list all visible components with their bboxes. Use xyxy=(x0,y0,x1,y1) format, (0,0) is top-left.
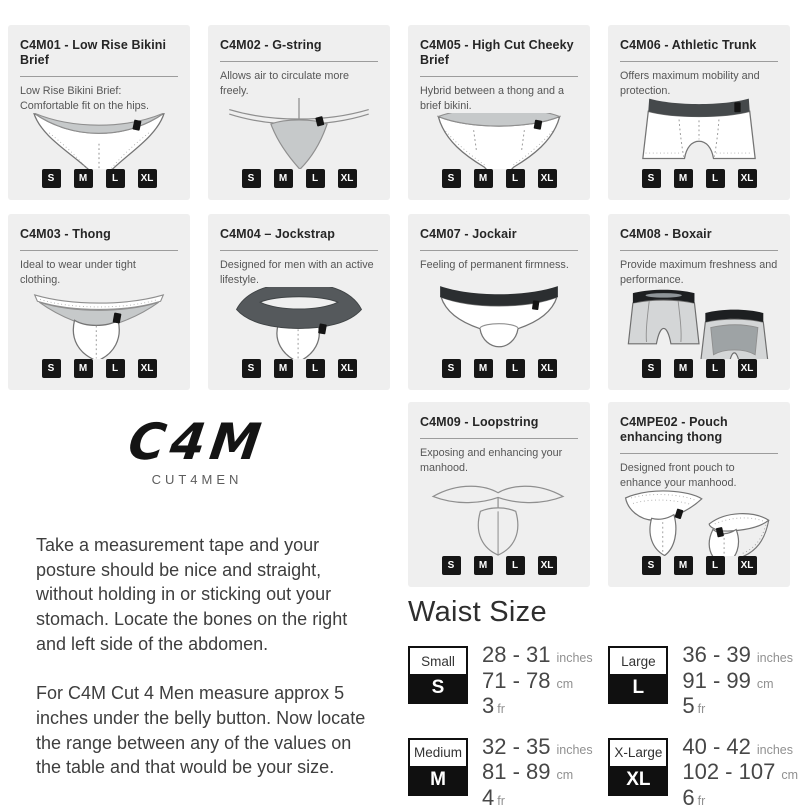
product-card-c4m03 xyxy=(8,214,190,390)
size-values xyxy=(482,644,593,721)
size-values xyxy=(682,736,798,812)
product-card-c4m01 xyxy=(8,25,190,200)
product-card-c4m02 xyxy=(208,25,390,200)
fr-unit: fr xyxy=(497,702,505,716)
size-badge-xl: XL xyxy=(338,169,357,188)
product-card-c4m04 xyxy=(208,214,390,390)
cm-range: 91 - 99 xyxy=(682,668,751,693)
size-letter: L xyxy=(610,674,666,702)
size-badge-xl: XL xyxy=(538,359,557,378)
instruction-paragraph-1: Take a measurement tape and your posture should be nice and straight, without holding in or sticking out your stomach. Locate the bones on the right and left side of the abdomen. xyxy=(36,533,368,656)
size-badge-l: L xyxy=(506,556,525,575)
size-badge-l: L xyxy=(706,359,725,378)
inches-unit: inches xyxy=(757,651,793,665)
size-badge-l: L xyxy=(306,169,325,188)
divider xyxy=(620,453,778,454)
inches-unit: inches xyxy=(557,651,593,665)
inches-range: 36 - 39 xyxy=(682,642,751,667)
size-badge-l: L xyxy=(506,359,525,378)
cm-range: 71 - 78 xyxy=(482,668,551,693)
low-rise-bikini-brief-illustration xyxy=(20,113,178,169)
cm-unit: cm xyxy=(557,677,574,691)
size-badge-s: S xyxy=(242,359,261,378)
size-box-medium xyxy=(408,738,468,796)
size-badge-l: L xyxy=(306,359,325,378)
fr-size: 4 xyxy=(482,785,494,810)
product-description: Ideal to wear under tight clothing. xyxy=(20,258,178,287)
product-description: Low Rise Bikini Brief: Comfortable fit on the hips. xyxy=(20,84,178,113)
size-badge-l: L xyxy=(706,556,725,575)
product-title: C4M05 - High Cut Cheeky Brief xyxy=(420,38,578,68)
size-badge-s: S xyxy=(442,359,461,378)
size-badge-xl: XL xyxy=(738,359,757,378)
fr-unit: fr xyxy=(698,794,706,808)
divider xyxy=(220,61,378,62)
size-name: Medium xyxy=(410,740,466,766)
product-title: C4M06 - Athletic Trunk xyxy=(620,38,778,53)
product-description: Designed for men with an active lifestyle. xyxy=(220,258,378,287)
size-badge-s: S xyxy=(42,169,61,188)
size-badge-m: M xyxy=(674,359,693,378)
product-title: C4M04 – Jockstrap xyxy=(220,227,378,242)
size-letter: XL xyxy=(610,766,666,794)
size-values xyxy=(482,736,593,812)
fr-unit: fr xyxy=(698,702,706,716)
size-badges xyxy=(220,359,378,378)
size-badge-m: M xyxy=(274,359,293,378)
size-badge-xl: XL xyxy=(538,556,557,575)
size-badge-xl: XL xyxy=(738,169,757,188)
size-badge-m: M xyxy=(474,556,493,575)
size-name: Small xyxy=(410,648,466,674)
size-badges xyxy=(620,556,778,575)
cm-unit: cm xyxy=(757,677,774,691)
fr-size: 6 xyxy=(682,785,694,810)
inches-unit: inches xyxy=(557,743,593,757)
product-description: Feeling of permanent firmness. xyxy=(420,258,578,273)
divider xyxy=(20,250,178,251)
size-name: X-Large xyxy=(610,740,666,766)
product-card-c4m06 xyxy=(608,25,790,200)
size-badge-m: M xyxy=(674,556,693,575)
product-description: Offers maximum mobility and protection. xyxy=(620,69,778,98)
size-badge-m: M xyxy=(474,169,493,188)
waist-row-medium xyxy=(408,738,594,812)
waist-row-large xyxy=(608,646,798,721)
cm-unit: cm xyxy=(781,768,798,782)
jockair-illustration xyxy=(420,273,578,359)
waist-size-title: Waist Size xyxy=(408,596,798,629)
size-badge-s: S xyxy=(42,359,61,378)
size-badge-s: S xyxy=(442,556,461,575)
size-box-large xyxy=(608,646,668,704)
fr-size: 5 xyxy=(682,693,694,718)
product-title: C4M01 - Low Rise Bikini Brief xyxy=(20,38,178,68)
inches-range: 28 - 31 xyxy=(482,642,551,667)
waist-size-section xyxy=(408,596,798,812)
size-badges xyxy=(420,359,578,378)
product-title: C4M09 - Loopstring xyxy=(420,415,578,430)
size-badge-m: M xyxy=(474,359,493,378)
size-badges xyxy=(420,556,578,575)
size-name: Large xyxy=(610,648,666,674)
waist-row-small xyxy=(408,646,594,721)
size-badge-xl: XL xyxy=(738,556,757,575)
size-badge-xl: XL xyxy=(138,359,157,378)
pouch-enhancing-thong-illustration xyxy=(620,490,778,556)
product-card-c4m09 xyxy=(408,402,590,587)
size-badge-xl: XL xyxy=(338,359,357,378)
size-badge-xl: XL xyxy=(138,169,157,188)
athletic-trunk-illustration xyxy=(620,98,778,169)
product-description: Provide maximum freshness and performance. xyxy=(620,258,778,287)
thong-illustration xyxy=(20,287,178,359)
cm-range: 81 - 89 xyxy=(482,759,551,784)
size-badges xyxy=(20,169,178,188)
product-description: Hybrid between a thong and a brief bikini. xyxy=(420,84,578,113)
product-description: Designed front pouch to enhance your manhood. xyxy=(620,461,778,490)
c4m-wordmark: C4M xyxy=(48,416,345,469)
product-description: Allows air to circulate more freely. xyxy=(220,69,378,98)
size-badge-m: M xyxy=(674,169,693,188)
waist-row-x-large xyxy=(608,738,798,812)
product-card-c4mpe02 xyxy=(608,402,790,587)
fr-size: 3 xyxy=(482,693,494,718)
size-badges xyxy=(620,169,778,188)
size-badge-m: M xyxy=(274,169,293,188)
divider xyxy=(20,76,178,77)
inches-range: 32 - 35 xyxy=(482,734,551,759)
divider xyxy=(420,250,578,251)
cm-unit: cm xyxy=(557,768,574,782)
divider xyxy=(620,250,778,251)
fr-unit: fr xyxy=(497,794,505,808)
size-badge-s: S xyxy=(642,359,661,378)
brand-logo xyxy=(52,416,342,487)
size-badge-s: S xyxy=(242,169,261,188)
size-box-x-large xyxy=(608,738,668,796)
size-badges xyxy=(20,359,178,378)
size-badge-xl: XL xyxy=(538,169,557,188)
size-letter: M xyxy=(410,766,466,794)
waist-size-table xyxy=(408,646,798,812)
product-card-c4m07 xyxy=(408,214,590,390)
size-badge-m: M xyxy=(74,169,93,188)
divider xyxy=(620,61,778,62)
size-badges xyxy=(220,169,378,188)
size-badge-l: L xyxy=(706,169,725,188)
boxair-illustration xyxy=(620,287,778,359)
g-string-illustration xyxy=(220,98,378,169)
size-badge-l: L xyxy=(506,169,525,188)
size-badge-l: L xyxy=(106,359,125,378)
instruction-paragraph-2: For C4M Cut 4 Men measure approx 5 inches under the belly button. Now locate the range between any of the values on the table and that would be your size. xyxy=(36,681,368,780)
product-title: C4M02 - G-string xyxy=(220,38,378,53)
product-card-c4m05 xyxy=(408,25,590,200)
size-badge-s: S xyxy=(442,169,461,188)
size-box-small xyxy=(408,646,468,704)
size-letter: S xyxy=(410,674,466,702)
size-badges xyxy=(420,169,578,188)
product-title: C4M08 - Boxair xyxy=(620,227,778,242)
brand-name: CUT4MEN xyxy=(52,472,342,487)
inches-unit: inches xyxy=(757,743,793,757)
inches-range: 40 - 42 xyxy=(682,734,751,759)
product-title: C4M03 - Thong xyxy=(20,227,178,242)
size-values xyxy=(682,644,793,721)
product-title: C4MPE02 - Pouch enhancing thong xyxy=(620,415,778,445)
product-title: C4M07 - Jockair xyxy=(420,227,578,242)
jockstrap-illustration xyxy=(220,287,378,359)
high-cut-cheeky-brief-illustration xyxy=(420,113,578,169)
size-badge-l: L xyxy=(106,169,125,188)
cm-range: 102 - 107 xyxy=(682,759,775,784)
divider xyxy=(420,76,578,77)
product-description: Exposing and enhancing your manhood. xyxy=(420,446,578,475)
divider xyxy=(420,438,578,439)
loopstring-illustration xyxy=(420,475,578,556)
size-badge-s: S xyxy=(642,169,661,188)
size-badges xyxy=(620,359,778,378)
size-badge-s: S xyxy=(642,556,661,575)
measurement-instructions xyxy=(36,533,368,805)
size-badge-m: M xyxy=(74,359,93,378)
divider xyxy=(220,250,378,251)
product-card-c4m08 xyxy=(608,214,790,390)
